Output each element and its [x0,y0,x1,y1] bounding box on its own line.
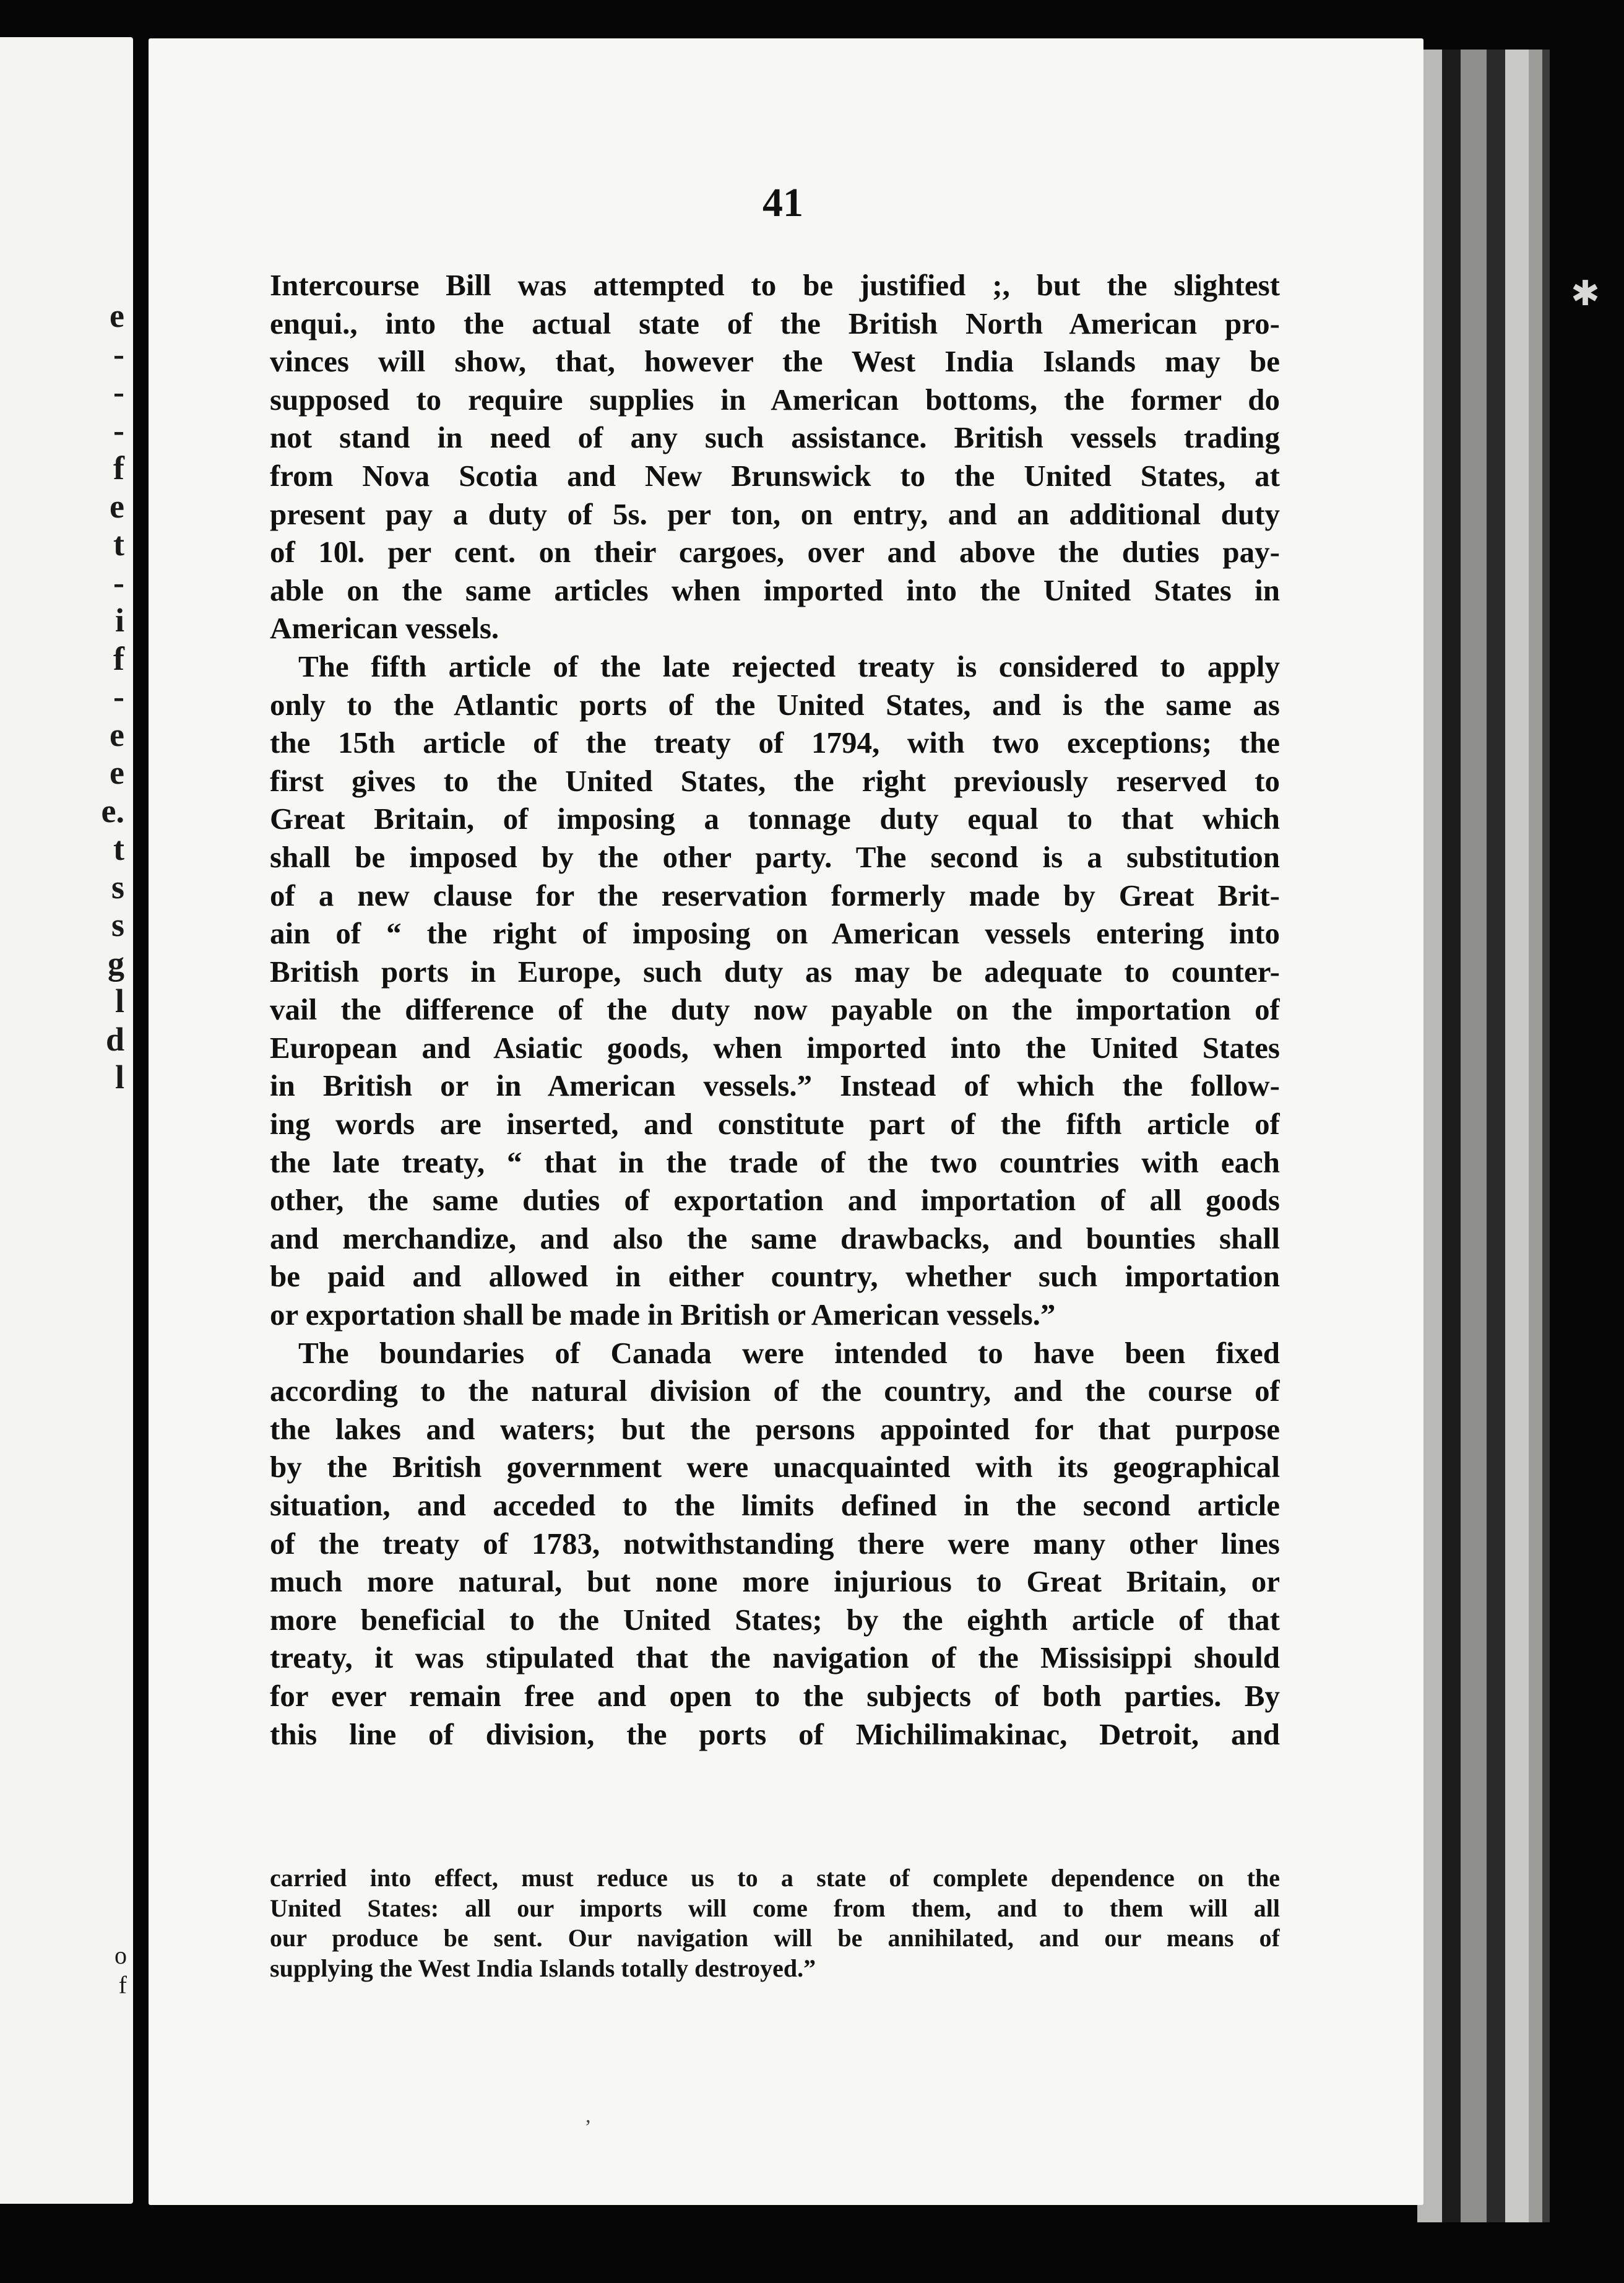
text-line: not stand in need of any such assistance. British vessels trading [270,420,1280,455]
margin-char: - [113,563,124,601]
text-line: British ports in Europe, such duty as may be adequate to counter- [270,954,1280,989]
page-stack-edge [1461,50,1487,2222]
margin-char: - [113,373,124,410]
text-line: able on the same articles when imported into the United States in [270,573,1280,607]
footnote-line: carried into effect, must reduce us to a state of complete dependence on the [270,1864,1280,1892]
text-line: the lakes and waters; but the persons appointed for that purpose [270,1411,1280,1446]
page-stack-edge [1487,50,1505,2222]
paragraph-start-line: The boundaries of Canada were intended to have been fixed [298,1335,1280,1370]
text-line: American vessels. [270,611,499,646]
text-line: shall be imposed by the other party. The second is a substitution [270,839,1280,874]
text-line: European and Asiatic goods, when imported into the United States [270,1030,1280,1065]
text-line: much more natural, but none more injurious to Great Britain, or [270,1564,1280,1599]
page-number: 41 [762,180,803,225]
margin-char: e [110,487,124,525]
text-line: of 10l. per cent. on their cargoes, over and above the duties pay- [270,535,1280,570]
footnote [270,1863,1280,1983]
facing-page-text-edge [96,297,124,1097]
page-stack-edge [1505,50,1529,2222]
margin-char: l [114,982,124,1020]
text-line: Great Britain, of imposing a tonnage duty equal to that which [270,802,1280,836]
margin-char: e. [101,792,124,830]
margin-char: - [113,411,124,449]
facing-page-left [0,37,133,2204]
text-line: be paid and allowed in either country, whether such importation [270,1259,1280,1294]
margin-char: s [111,868,124,906]
text-line: first gives to the United States, the right previously reserved to [270,763,1280,798]
margin-char: - [113,678,124,715]
text-line: in British or in American vessels.” Instead of which the follow- [270,1068,1280,1103]
text-line: this line of division, the ports of Michilimakinac, Detroit, and [270,1717,1280,1751]
margin-char: - [113,335,124,373]
text-line: or exportation shall be made in British or American vessels.” [270,1297,1056,1332]
text-line: of a new clause for the reservation formerly made by Great Brit- [270,878,1280,912]
footnote-line: United States: all our imports will come from them, and to them will all [270,1894,1280,1922]
margin-char: d [105,1020,124,1058]
margin-char: s [111,906,124,943]
text-line: only to the Atlantic ports of the United States, and is the same as [270,687,1280,722]
margin-char: t [113,526,124,563]
margin-char: f [113,639,124,677]
text-line: vail the difference of the duty now payable on the importation of [270,992,1280,1027]
margin-char: e [110,716,124,753]
stray-ink-mark: ’ [584,2116,592,2139]
text-line: more beneficial to the United States; by the eighth article of that [270,1602,1280,1637]
margin-char: f [113,449,124,487]
footnote-line: supplying the West India Islands totally destroyed.” [270,1954,816,1982]
margin-char: g [108,944,124,982]
page-stack-edge [1442,50,1461,2222]
margin-char: o [114,1941,127,1969]
margin-char: f [118,1971,127,1999]
text-line: present pay a duty of 5s. per ton, on entry, and an additional duty [270,496,1280,531]
text-line: from Nova Scotia and New Brunswick to the United States, at [270,458,1280,493]
text-line: situation, and acceded to the limits defined in the second article [270,1488,1280,1522]
footnote-line: our produce be sent. Our navigation will be annihilated, and our means of [270,1924,1280,1952]
text-line: enqui., into the actual state of the British North American pro- [270,306,1280,340]
text-line: of the treaty of 1783, notwithstanding there were many other lines [270,1526,1280,1561]
text-line: for ever remain free and open to the subjects of both parties. By [270,1678,1280,1713]
text-line: and merchandize, and also the same drawbacks, and bounties shall [270,1221,1280,1255]
scan-speck: ✱ [1571,275,1600,313]
margin-char: t [113,830,124,867]
margin-char: l [114,1059,124,1096]
margin-char: e [110,754,124,791]
text-line: other, the same duties of exportation and importation of all goods [270,1183,1280,1218]
margin-char: e [110,297,124,334]
text-line: the 15th article of the treaty of 1794, with two exceptions; the [270,726,1280,760]
text-line: by the British government were unacquainted with its geographical [270,1450,1280,1484]
text-line: supposed to require supplies in American bottoms, the former do [270,382,1280,417]
page-stack-edge [1542,50,1550,2222]
margin-char: i [114,602,124,639]
text-line: ain of “ the right of imposing on American vessels entering into [270,916,1280,951]
page-stack-edge [1529,50,1542,2222]
facing-page-footnote-edge [98,1941,127,2000]
text-line: treaty, it was stipulated that the navigation of the Missisippi should [270,1640,1280,1675]
body-text [270,266,1280,1753]
text-line: Intercourse Bill was attempted to be justified ;, but the slightest [270,268,1280,302]
text-line: ing words are inserted, and constitute part of the fifth article of [270,1107,1280,1142]
text-line: vinces will show, that, however the West India Islands may be [270,344,1280,379]
text-line: the late treaty, “ that in the trade of the two countries with each [270,1145,1280,1179]
paragraph-start-line: The fifth article of the late rejected treaty is considered to apply [298,649,1280,683]
text-line: according to the natural division of the country, and the course of [270,1374,1280,1408]
